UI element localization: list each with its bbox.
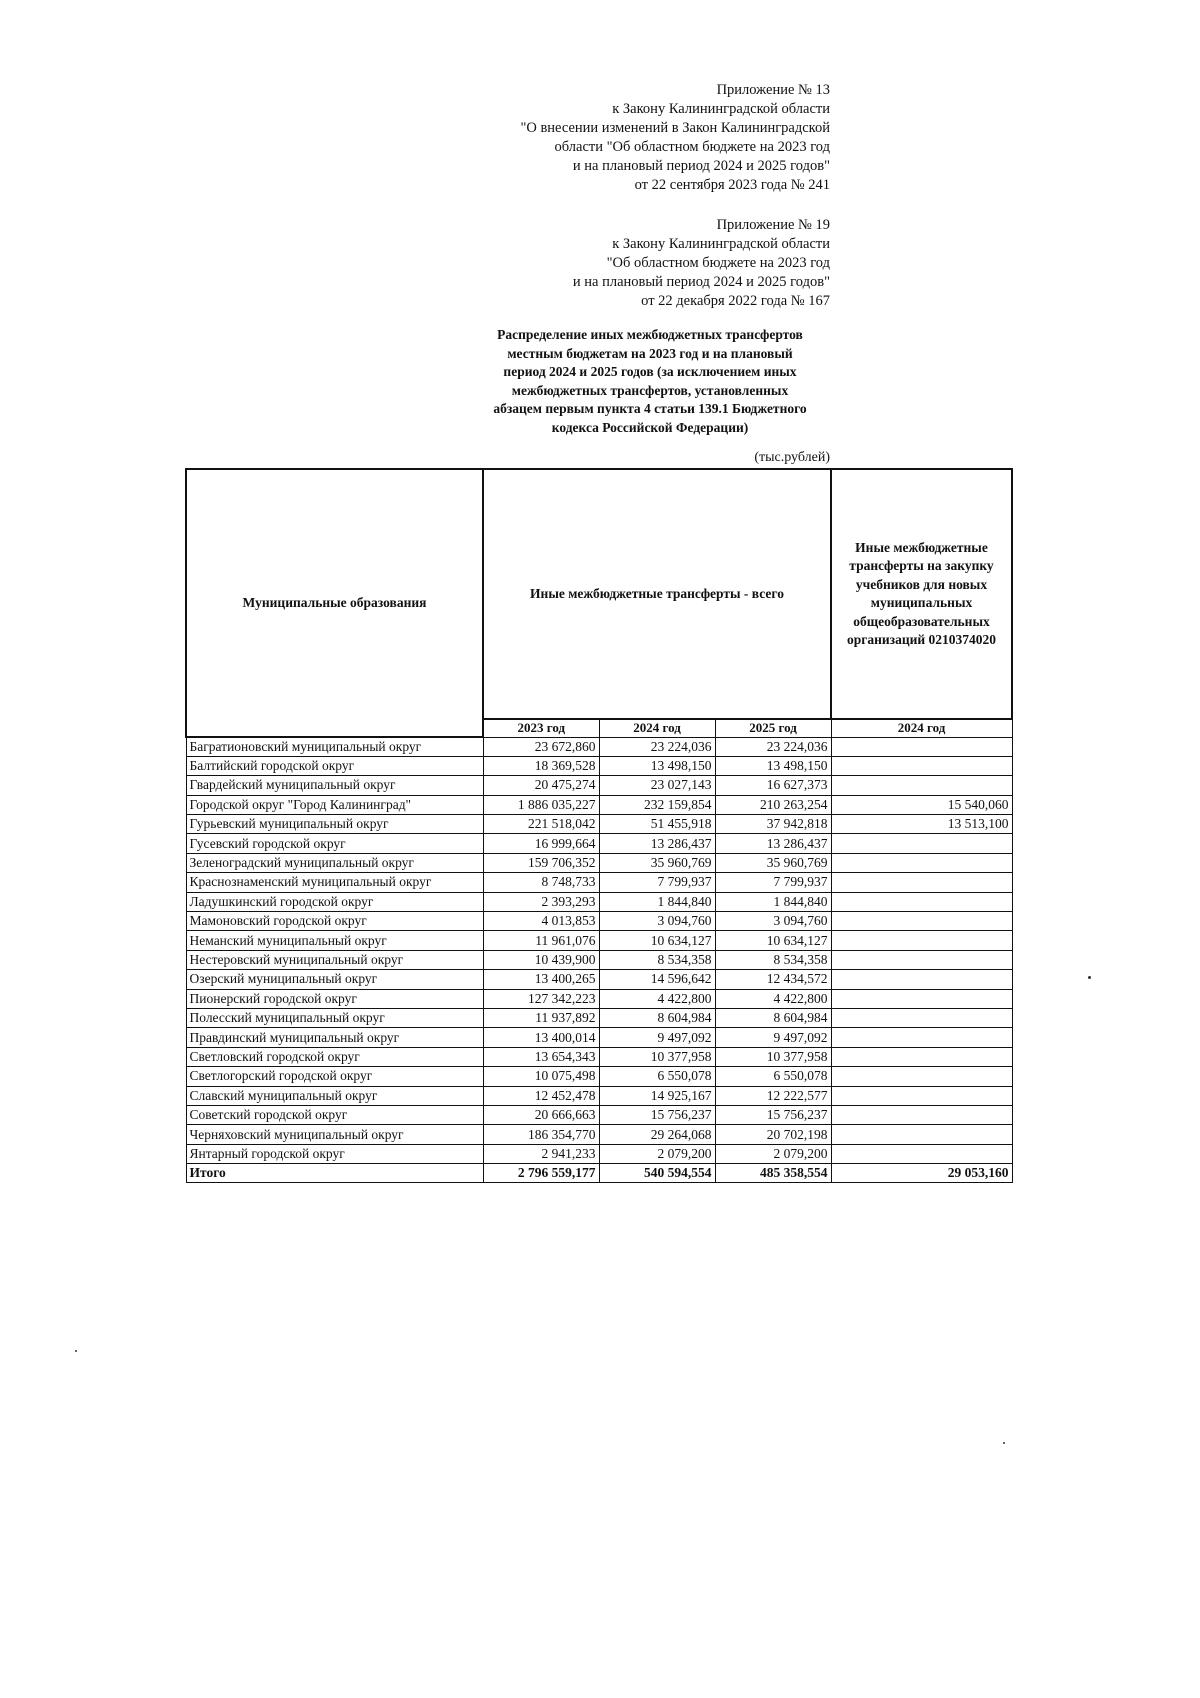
table-row: [186, 950, 1012, 969]
table-row: [186, 873, 1012, 892]
municipality-column-header: Муниципальные образования: [186, 469, 483, 737]
value-2024-cell: 51 455,918: [599, 815, 715, 834]
table-row: [186, 1125, 1012, 1144]
value-2023-cell: 20 666,663: [483, 1105, 599, 1124]
textbooks-transfers-header: Иные межбюджетные трансферты на закупку учебников для новых муниципальных общеобразовательных организаций 0210374020: [831, 469, 1012, 719]
value-2024-cell: 10 377,958: [599, 1047, 715, 1066]
table-row: [186, 970, 1012, 989]
table-row: [186, 756, 1012, 775]
textbooks-2024-cell: [831, 1105, 1012, 1124]
value-2023-cell: 13 400,014: [483, 1028, 599, 1047]
total-transfers-header: Иные межбюджетные трансферты - всего: [483, 469, 831, 719]
municipality-cell: Светлогорский городской округ: [186, 1067, 483, 1086]
table-row: [186, 1008, 1012, 1027]
textbooks-2024-cell: [831, 756, 1012, 775]
value-2023-cell: 20 475,274: [483, 776, 599, 795]
textbooks-2024-cell: [831, 912, 1012, 931]
textbooks-2024-cell: [831, 931, 1012, 950]
value-2025-cell: 210 263,254: [715, 795, 831, 814]
value-2024-cell: 15 756,237: [599, 1105, 715, 1124]
textbooks-2024-cell: [831, 1086, 1012, 1105]
municipality-cell: Ладушкинский городской округ: [186, 892, 483, 911]
value-2023-cell: 2 796 559,177: [483, 1164, 599, 1183]
table-row: [186, 815, 1012, 834]
textbooks-2024-cell: [831, 853, 1012, 872]
value-2024-cell: 23 027,143: [599, 776, 715, 795]
value-2023-cell: 10 075,498: [483, 1067, 599, 1086]
value-2023-cell: 127 342,223: [483, 989, 599, 1008]
appendix-line: к Закону Калининградской области: [612, 101, 830, 117]
value-2025-cell: 4 422,800: [715, 989, 831, 1008]
value-2023-cell: 18 369,528: [483, 756, 599, 775]
value-2024-cell: 540 594,554: [599, 1164, 715, 1183]
value-2024-cell: 2 079,200: [599, 1144, 715, 1163]
municipality-cell: Балтийский городской округ: [186, 756, 483, 775]
municipality-cell: Гусевский городской округ: [186, 834, 483, 853]
textbooks-2024-cell: [831, 892, 1012, 911]
table-body: [186, 737, 1012, 1183]
value-2025-cell: 10 634,127: [715, 931, 831, 950]
table-row: [186, 931, 1012, 950]
value-2023-cell: 2 393,293: [483, 892, 599, 911]
table-row: [186, 1047, 1012, 1066]
value-2024-cell: 13 286,437: [599, 834, 715, 853]
table-row: [186, 737, 1012, 756]
municipality-cell: Мамоновский городской округ: [186, 912, 483, 931]
municipality-cell: Зеленоградский муниципальный округ: [186, 853, 483, 872]
scan-speck: [1003, 1442, 1005, 1444]
appendix-line: области "Об областном бюджете на 2023 год: [554, 139, 830, 155]
value-2024-cell: 3 094,760: [599, 912, 715, 931]
appendix-line: и на плановый период 2024 и 2025 годов": [572, 158, 830, 174]
value-2023-cell: 23 672,860: [483, 737, 599, 756]
value-2024-cell: 6 550,078: [599, 1067, 715, 1086]
municipality-cell: Гвардейский муниципальный округ: [186, 776, 483, 795]
transfers-table: [185, 468, 1013, 1183]
value-2023-cell: 8 748,733: [483, 873, 599, 892]
table-row: [186, 892, 1012, 911]
scan-speck: [1088, 976, 1091, 979]
municipality-cell: Неманский муниципальный округ: [186, 931, 483, 950]
value-2025-cell: 12 434,572: [715, 970, 831, 989]
municipality-cell: Озерский муниципальный округ: [186, 970, 483, 989]
textbooks-2024-cell: [831, 1028, 1012, 1047]
value-2023-cell: 221 518,042: [483, 815, 599, 834]
value-2024-cell: 29 264,068: [599, 1125, 715, 1144]
value-2025-cell: 13 286,437: [715, 834, 831, 853]
textbooks-2024-cell: [831, 776, 1012, 795]
textbooks-2024-cell: [831, 1047, 1012, 1066]
textbooks-2024-cell: [831, 970, 1012, 989]
value-2023-cell: 1 886 035,227: [483, 795, 599, 814]
municipality-cell: Янтарный городской округ: [186, 1144, 483, 1163]
municipality-cell: Гурьевский муниципальный округ: [186, 815, 483, 834]
title-line: местным бюджетам на 2023 год и на плановый: [507, 345, 793, 361]
municipality-cell: Славский муниципальный округ: [186, 1086, 483, 1105]
value-2023-cell: 11 937,892: [483, 1008, 599, 1027]
value-2023-cell: 186 354,770: [483, 1125, 599, 1144]
textbooks-2024-cell: [831, 1008, 1012, 1027]
appendix-line: Приложение № 19: [716, 217, 830, 233]
appendix-line: "О внесении изменений в Закон Калининградской: [520, 120, 830, 136]
title-line: абзацем первым пункта 4 статьи 139.1 Бюджетного: [493, 401, 807, 416]
value-2025-cell: 10 377,958: [715, 1047, 831, 1066]
table-row: [186, 1067, 1012, 1086]
value-2024-cell: 232 159,854: [599, 795, 715, 814]
appendix-line: к Закону Калининградской области: [612, 236, 830, 252]
table-row: [186, 853, 1012, 872]
table-total-row: [186, 1164, 1012, 1183]
appendix-line: "Об областном бюджете на 2023 год: [606, 255, 830, 271]
value-2023-cell: 159 706,352: [483, 853, 599, 872]
value-2024-cell: 10 634,127: [599, 931, 715, 950]
year-header-2024: 2024 год: [599, 719, 715, 737]
appendix-line: Приложение № 13: [716, 82, 830, 98]
textbooks-2024-cell: 29 053,160: [831, 1164, 1012, 1183]
value-2024-cell: 13 498,150: [599, 756, 715, 775]
table-header-row: [186, 469, 1012, 719]
value-2025-cell: 16 627,373: [715, 776, 831, 795]
title-line: период 2024 и 2025 годов (за исключением иных: [503, 364, 797, 379]
table-row: [186, 834, 1012, 853]
municipality-cell: Краснознаменский муниципальный округ: [186, 873, 483, 892]
municipality-cell: Светловский городской округ: [186, 1047, 483, 1066]
table-row: [186, 1086, 1012, 1105]
municipality-cell: Правдинский муниципальный округ: [186, 1028, 483, 1047]
document-title: [470, 326, 830, 437]
value-2024-cell: 4 422,800: [599, 989, 715, 1008]
textbooks-2024-cell: 15 540,060: [831, 795, 1012, 814]
appendix-line: от 22 сентября 2023 года № 241: [634, 177, 830, 193]
value-2024-cell: 14 925,167: [599, 1086, 715, 1105]
value-2024-cell: 8 604,984: [599, 1008, 715, 1027]
municipality-cell: Пионерский городской округ: [186, 989, 483, 1008]
value-2025-cell: 8 534,358: [715, 950, 831, 969]
value-2025-cell: 9 497,092: [715, 1028, 831, 1047]
value-2023-cell: 10 439,900: [483, 950, 599, 969]
title-line: кодекса Российской Федерации): [551, 419, 749, 435]
textbooks-2024-cell: [831, 989, 1012, 1008]
value-2023-cell: 13 400,265: [483, 970, 599, 989]
value-2024-cell: 35 960,769: [599, 853, 715, 872]
textbooks-2024-cell: [831, 1144, 1012, 1163]
value-2025-cell: 485 358,554: [715, 1164, 831, 1183]
value-2025-cell: 12 222,577: [715, 1086, 831, 1105]
value-2025-cell: 3 094,760: [715, 912, 831, 931]
municipality-cell: Советский городской округ: [186, 1105, 483, 1124]
value-2025-cell: 13 498,150: [715, 756, 831, 775]
value-2023-cell: 4 013,853: [483, 912, 599, 931]
table-row: [186, 795, 1012, 814]
value-2024-cell: 7 799,937: [599, 873, 715, 892]
appendix-19-header: [430, 216, 830, 311]
value-2025-cell: 7 799,937: [715, 873, 831, 892]
value-2025-cell: 2 079,200: [715, 1144, 831, 1163]
municipality-cell: Городской округ "Город Калининград": [186, 795, 483, 814]
value-2025-cell: 6 550,078: [715, 1067, 831, 1086]
value-2025-cell: 20 702,198: [715, 1125, 831, 1144]
municipality-cell: Черняховский муниципальный округ: [186, 1125, 483, 1144]
appendix-line: и на плановый период 2024 и 2025 годов": [572, 274, 830, 290]
municipality-cell: Багратионовский муниципальный округ: [186, 737, 483, 756]
textbooks-2024-cell: [831, 1125, 1012, 1144]
value-2024-cell: 14 596,642: [599, 970, 715, 989]
title-line: межбюджетных трансфертов, установленных: [511, 382, 789, 398]
scan-speck: [75, 1350, 77, 1352]
value-2025-cell: 1 844,840: [715, 892, 831, 911]
year-header-2025: 2025 год: [715, 719, 831, 737]
textbooks-2024-cell: [831, 737, 1012, 756]
table-row: [186, 989, 1012, 1008]
textbooks-2024-cell: [831, 950, 1012, 969]
units-label: (тыс.рублей): [754, 450, 830, 465]
value-2023-cell: 13 654,343: [483, 1047, 599, 1066]
table-row: [186, 1144, 1012, 1163]
value-2023-cell: 12 452,478: [483, 1086, 599, 1105]
table-row: [186, 776, 1012, 795]
value-2024-cell: 8 534,358: [599, 950, 715, 969]
title-line: Распределение иных межбюджетных трансфертов: [497, 327, 803, 342]
value-2025-cell: 35 960,769: [715, 853, 831, 872]
value-2024-cell: 1 844,840: [599, 892, 715, 911]
value-2023-cell: 16 999,664: [483, 834, 599, 853]
value-2023-cell: 11 961,076: [483, 931, 599, 950]
municipality-cell: Полесский муниципальный округ: [186, 1008, 483, 1027]
year-header-2023: 2023 год: [483, 719, 599, 737]
value-2023-cell: 2 941,233: [483, 1144, 599, 1163]
value-2024-cell: 23 224,036: [599, 737, 715, 756]
value-2025-cell: 37 942,818: [715, 815, 831, 834]
value-2024-cell: 9 497,092: [599, 1028, 715, 1047]
value-2025-cell: 8 604,984: [715, 1008, 831, 1027]
textbooks-2024-cell: [831, 1067, 1012, 1086]
appendix-13-header: [430, 81, 830, 195]
municipality-cell: Итого: [186, 1164, 483, 1183]
value-2025-cell: 15 756,237: [715, 1105, 831, 1124]
table-row: [186, 1028, 1012, 1047]
textbooks-2024-cell: [831, 873, 1012, 892]
textbooks-2024-cell: [831, 834, 1012, 853]
value-2025-cell: 23 224,036: [715, 737, 831, 756]
table-row: [186, 1105, 1012, 1124]
textbooks-2024-cell: 13 513,100: [831, 815, 1012, 834]
table-row: [186, 912, 1012, 931]
municipality-cell: Нестеровский муниципальный округ: [186, 950, 483, 969]
appendix-line: от 22 декабря 2022 года № 167: [641, 293, 830, 309]
textbooks-year-header-2024: 2024 год: [831, 719, 1012, 737]
